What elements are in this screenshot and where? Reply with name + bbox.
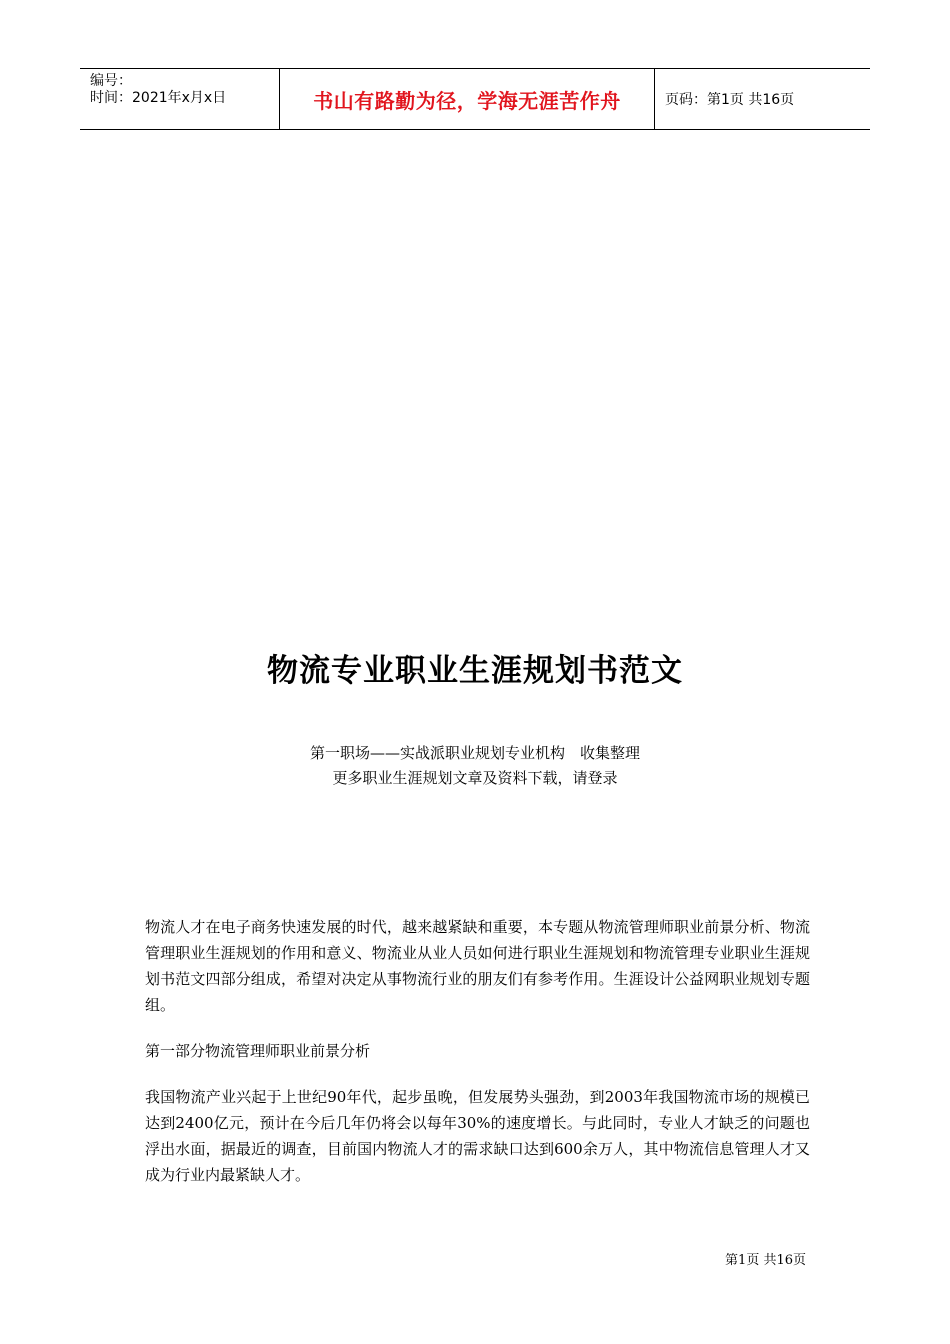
- subtitle-source: 第一职场——实战派职业规划专业机构 收集整理: [309, 744, 640, 762]
- paragraph-market: 我国物流产业兴起于上世纪90年代，起步虽晚，但发展势头强劲，到2003年我国物流市场的规模已达到2400亿元，预计在今后几年仍将会以每年30%的速度增长。与此同时，专业人才缺乏的问题也浮出水面，据最近的调查，目前国内物流人才的需求缺口达到600余万人，其中物流信息管理人才又成为行业内最紧缺人才。: [145, 1088, 810, 1184]
- time-label: 时间：2021年x月x日: [90, 90, 227, 106]
- subtitle-download: 更多职业生涯规划文章及资料下载，请登录: [332, 769, 618, 787]
- document-body: [145, 914, 810, 1208]
- section-heading: 第一部分物流管理师职业前景分析: [145, 1042, 371, 1060]
- header-meta: [80, 69, 280, 129]
- document-title: 物流专业职业生涯规划书范文: [267, 653, 683, 689]
- page-header: [80, 68, 870, 130]
- page-footer: 第1页 共16页: [725, 1253, 806, 1268]
- header-motto: 书山有路勤为径，学海无涯苦作舟: [280, 69, 655, 129]
- header-page-number: 页码：第1页 共16页: [665, 92, 795, 108]
- paragraph-intro: 物流人才在电子商务快速发展的时代，越来越紧缺和重要，本专题从物流管理师职业前景分析、物流管理职业生涯规划的作用和意义、物流业从业人员如何进行职业生涯规划和物流管理专业职业生涯规划书范文四部分组成，希望对决定从事物流行业的朋友们有参考作用。生涯设计公益网职业规划专题组。: [145, 918, 810, 1014]
- number-label: 编号：: [90, 73, 132, 89]
